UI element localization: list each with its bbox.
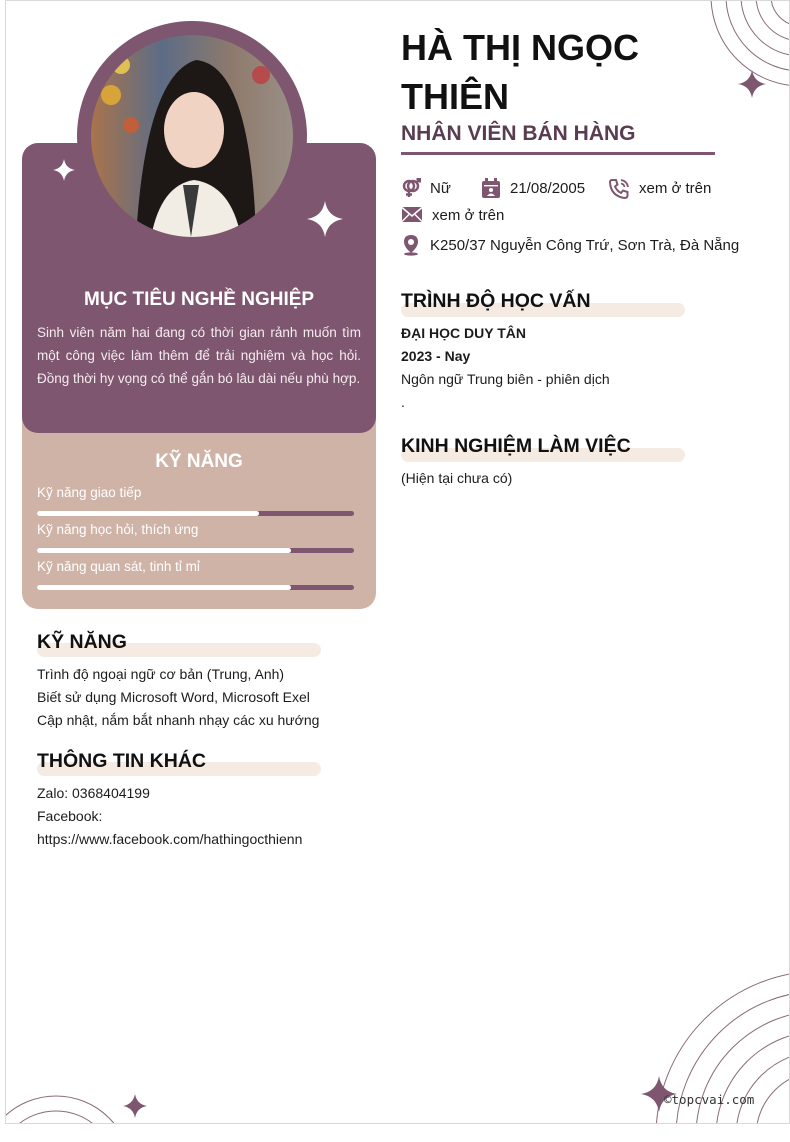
experience-title: KINH NGHIỆM LÀM VIỆC — [401, 435, 631, 457]
cv-page — [5, 0, 790, 1124]
location-icon — [401, 234, 421, 256]
calendar-icon — [481, 178, 501, 199]
birthday-info — [481, 178, 585, 199]
name-line: THIÊN — [401, 76, 509, 117]
list-item: Biết sử dụng Microsoft Word, Microsoft Exel — [37, 689, 310, 705]
job-title: NHÂN VIÊN BÁN HÀNG — [401, 122, 636, 145]
avatar — [91, 35, 293, 237]
other-info-heading — [37, 750, 206, 773]
sparkle-icon — [52, 158, 76, 182]
skill-label: Kỹ năng quan sát, tinh tỉ mỉ — [37, 559, 200, 574]
gender-info — [401, 178, 451, 198]
title-underline — [401, 152, 715, 155]
avatar-photo — [91, 35, 293, 237]
skill-item — [37, 485, 355, 516]
email-info — [401, 206, 504, 224]
birthday-value: 21/08/2005 — [510, 180, 586, 197]
skill-bar-fill — [37, 548, 291, 553]
skills-card-title: KỸ NĂNG — [155, 451, 243, 472]
experience-text: (Hiện tại chưa có) — [401, 470, 513, 486]
skills-section-heading — [37, 631, 127, 654]
objective-title: MỤC TIÊU NGHỀ NGHIỆP — [83, 289, 315, 310]
list-item: https://www.facebook.com/hathingocthienn — [37, 831, 303, 847]
list-item: Cập nhật, nắm bắt nhanh nhạy các xu hướng — [37, 712, 320, 728]
skill-bar — [37, 585, 354, 590]
phone-icon — [608, 178, 630, 199]
sparkle-icon — [737, 69, 767, 99]
skill-bar-fill — [37, 511, 259, 516]
sparkle-icon — [122, 1093, 148, 1119]
name-line: HÀ THỊ NGỌC — [401, 27, 639, 68]
list-item: Trình độ ngoại ngữ cơ bản (Trung, Anh) — [37, 666, 285, 682]
study-major: Ngôn ngữ Trung biên - phiên dịch — [401, 371, 610, 387]
list-item: Facebook: — [37, 808, 103, 824]
list-item: Zalo: 0368404199 — [37, 785, 150, 801]
phone-value: xem ở trên — [639, 180, 712, 197]
experience-heading — [401, 435, 631, 458]
skill-bar-fill — [37, 585, 291, 590]
skill-bar — [37, 511, 354, 516]
mail-icon — [401, 206, 423, 224]
skills-section-list — [37, 663, 319, 732]
gender-icon — [401, 178, 421, 198]
education-title: TRÌNH ĐỘ HỌC VẤN — [401, 290, 591, 312]
decorative-rings-bottom-left — [6, 1061, 136, 1124]
phone-info — [608, 178, 711, 199]
education-note: . — [401, 394, 405, 410]
address-value: K250/37 Nguyễn Công Trứ, Sơn Trà, Đà Nẵng — [430, 236, 740, 254]
study-years: 2023 - Nay — [401, 348, 471, 364]
candidate-name — [401, 23, 639, 121]
skill-item — [37, 522, 355, 553]
other-info-title: THÔNG TIN KHÁC — [37, 750, 206, 772]
gender-value: Nữ — [430, 179, 451, 197]
skill-item — [37, 559, 355, 590]
watermark: ©topcvai.com — [664, 1092, 755, 1107]
objective-text: Sinh viên năm hai đang có thời gian rảnh muốn tìm một công việc làm thêm để trải nghiệm và học hỏi. Đồng thời hy vọng có thể gắn bó lâu dài nếu phù hợp. — [37, 325, 361, 386]
skills-section-title: KỸ NĂNG — [37, 631, 127, 653]
address-info — [401, 234, 739, 256]
skill-label: Kỹ năng giao tiếp — [37, 485, 142, 500]
other-info-list — [37, 782, 302, 851]
skill-label: Kỹ năng học hỏi, thích ứng — [37, 522, 199, 537]
education-heading — [401, 290, 591, 313]
sparkle-icon — [306, 200, 344, 238]
skill-bar — [37, 548, 354, 553]
email-value: xem ở trên — [432, 206, 505, 224]
school-name: ĐẠI HỌC DUY TÂN — [401, 325, 526, 341]
